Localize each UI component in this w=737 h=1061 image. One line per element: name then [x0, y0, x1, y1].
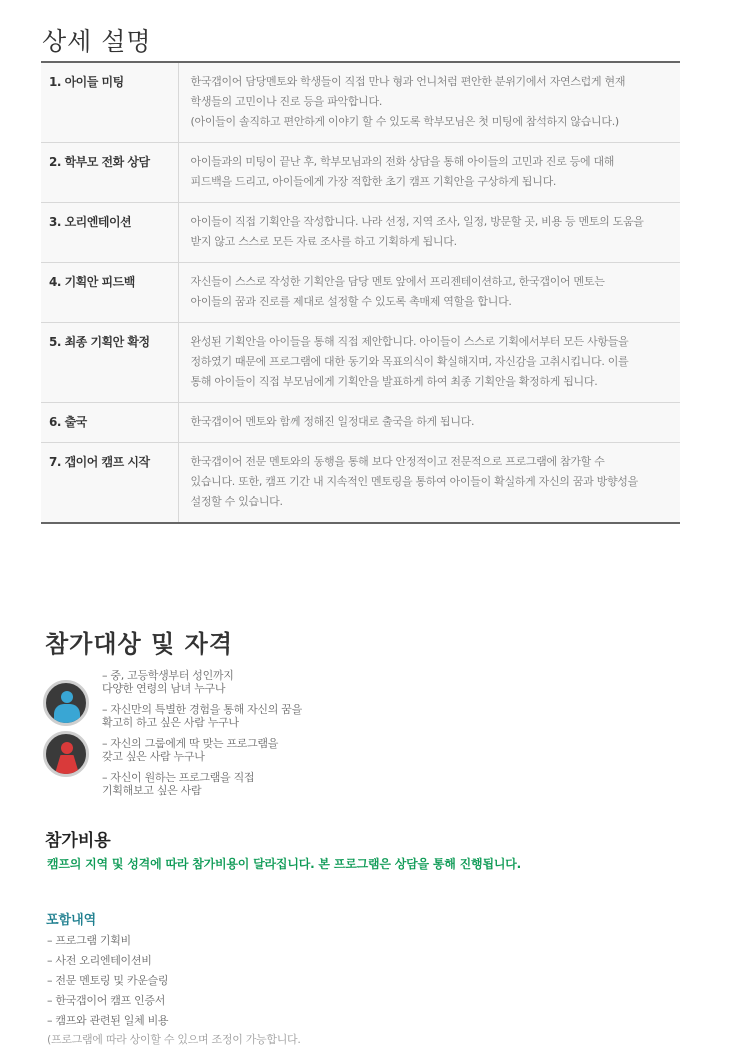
- avatar-head: [61, 691, 73, 703]
- step-description: 한국갭이어 담당멘토와 학생들이 직접 만나 형과 언니처럼 편안한 분위기에서 자연스럽게 현재 학생들의 고민이나 진로 등을 파악합니다. (아이들이 솔직하고 편안하게 이야기 할 수 있도록 학부모님은 첫 미팅에 참석하지 않습니다.): [178, 62, 680, 143]
- list-item: – 자신이 원하는 프로그램을 직접 기획해보고 싶은 사람: [102, 771, 255, 797]
- target-list: [102, 669, 302, 805]
- detail-table: [41, 61, 680, 524]
- step-description: 자신들이 스스로 작성한 기획안을 담당 멘토 앞에서 프리젠테이션하고, 한국갭이어 멘토는 아이들의 꿈과 진로를 제대로 설정할 수 있도록 촉매제 역할을 합니다.: [178, 263, 680, 323]
- table-row: [41, 263, 680, 323]
- detail-section-title: 상세 설명: [42, 27, 152, 56]
- include-list: [47, 931, 168, 1031]
- male-avatar-icon: [43, 680, 89, 726]
- female-avatar-icon: [43, 731, 89, 777]
- step-description: 아이들과의 미팅이 끝난 후, 학부모님과의 전화 상담을 통해 아이들의 고민과 진로 등에 대해 피드백을 드리고, 아이들에게 가장 적합한 초기 캠프 기획안을 구상하게 됩니다.: [178, 143, 680, 203]
- list-item: – 자신의 그룹에게 딱 맞는 프로그램을 갖고 싶은 사람 누구나: [102, 737, 279, 763]
- table-row: [41, 62, 680, 143]
- step-label: 5. 최종 기획안 확정: [41, 323, 178, 403]
- target-section-title: 참가대상 및 자격: [45, 629, 233, 658]
- step-label: 4. 기획안 피드백: [41, 263, 178, 323]
- table-row: [41, 323, 680, 403]
- list-item: – 한국갭이어 캠프 인증서: [47, 994, 166, 1007]
- list-item: – 중, 고등학생부터 성인까지 다양한 연령의 남녀 누구나: [102, 669, 234, 695]
- include-note: (프로그램에 따라 상이할 수 있으며 조정이 가능합니다.: [47, 1033, 301, 1046]
- cost-section-title: 참가비용: [45, 831, 111, 851]
- step-label: 6. 출국: [41, 403, 178, 443]
- table-row: [41, 443, 680, 524]
- list-item: – 전문 멘토링 및 카운슬링: [47, 974, 169, 987]
- step-description: 완성된 기획안을 아이들을 통해 직접 제안합니다. 아이들이 스스로 기획에서부터 모든 사항들을 정하였기 때문에 프로그램에 대한 동기와 목표의식이 확실해지며, 자신감을 고취시킵니다. 이를 통해 아이들이 직접 부모님에게 기획안을 발표하게 하여 최종 기획안을 확정하게 됩니다.: [178, 323, 680, 403]
- step-label: 7. 갭이어 캠프 시작: [41, 443, 178, 524]
- avatar-body: [54, 755, 80, 777]
- list-item: – 캠프와 관련된 일체 비용: [47, 1014, 169, 1027]
- step-description: 아이들이 직접 기획안을 작성합니다. 나라 선정, 지역 조사, 일정, 방문할 곳, 비용 등 멘토의 도움을 받지 않고 스스로 모든 자료 조사를 하고 기획하게 됩니다.: [178, 203, 680, 263]
- cost-note: 캠프의 지역 및 성격에 따라 참가비용이 달라집니다. 본 프로그램은 상담을 통해 진행됩니다.: [47, 857, 521, 871]
- table-row: [41, 143, 680, 203]
- step-label: 1. 아이들 미팅: [41, 62, 178, 143]
- step-description: 한국갭이어 전문 멘토와의 동행을 통해 보다 안정적이고 전문적으로 프로그램에 참가할 수 있습니다. 또한, 캠프 기간 내 지속적인 멘토링을 통하여 아이들이 확실하게 자신의 꿈과 방향성을 설정할 수 있습니다.: [178, 443, 680, 524]
- avatar-head: [61, 742, 73, 754]
- include-section-title: 포함내역: [46, 913, 97, 928]
- table-row: [41, 203, 680, 263]
- step-label: 2. 학부모 전화 상담: [41, 143, 178, 203]
- step-description: 한국갭이어 멘토와 함께 정해진 일정대로 출국을 하게 됩니다.: [178, 403, 680, 443]
- step-label: 3. 오리엔테이션: [41, 203, 178, 263]
- list-item: – 자신만의 특별한 경험을 통해 자신의 꿈을 확고히 하고 싶은 사람 누구나: [102, 703, 302, 729]
- list-item: – 사전 오리엔테이션비: [47, 954, 152, 967]
- table-row: [41, 403, 680, 443]
- list-item: – 프로그램 기획비: [47, 934, 131, 947]
- avatar-body: [54, 704, 80, 726]
